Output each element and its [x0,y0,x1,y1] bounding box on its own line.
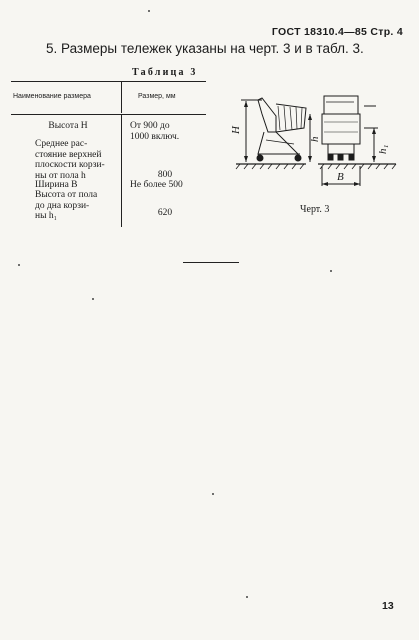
table-row-name: Высота от пола до дна корзи- ны h₁ [35,190,98,221]
table-caption: Таблица 3 [132,67,198,78]
scan-speck [148,10,150,12]
figure-caption: Черт. 3 [300,204,330,215]
table-row-value: Не более 500 [130,180,183,190]
table-row-value: 800 [157,170,173,180]
scan-speck [246,596,248,598]
scan-speck [18,264,20,266]
page-header: ГОСТ 18310.4—85 Стр. 4 [271,26,403,38]
cart-side-view [257,98,306,161]
table-header-bottom-border [11,114,206,115]
section-divider [183,262,239,263]
table-row-name: Высота H [48,121,88,131]
cart-front-view [322,96,360,160]
table-row-value: 620 [157,208,173,218]
label-B: B [337,171,344,183]
table-header-divider [121,81,122,113]
scan-speck [330,270,332,272]
col-header-name: Наименование размера [13,93,91,100]
label-h1: h₁ [377,144,389,154]
label-h: h [309,136,321,142]
table-row-value: От 900 до 1000 включ. [130,121,180,142]
scan-speck [92,298,94,300]
page-number: 13 [382,600,394,612]
table-row-name: Ширина B [35,180,78,190]
cart-drawing [230,92,396,192]
table-row-name: Среднее рас- стояние верхней плоскости корзи- ны от пола h [35,139,105,181]
dimensions-table [11,81,206,227]
section-heading: 5. Размеры тележек указаны на черт. 3 и в табл. 3. [46,41,364,56]
label-H: H [230,126,242,134]
col-header-size: Размер, мм [138,93,176,100]
table-top-border [11,81,206,82]
scan-speck [212,493,214,495]
